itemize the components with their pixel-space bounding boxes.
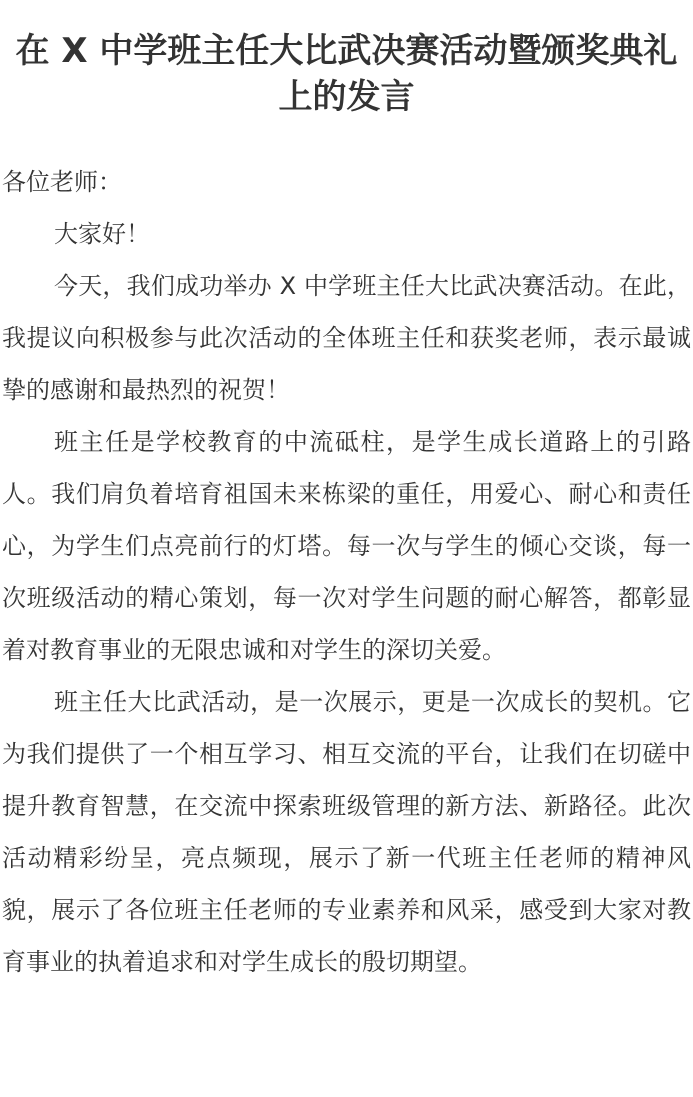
salutation: 各位老师：: [2, 168, 122, 196]
speech-body: [0, 156, 693, 988]
document-title: 在 X 中学班主任大比武决赛活动暨颁奖典礼上的发言: [15, 31, 678, 117]
body-paragraph-2: 班主任是学校教育的中流砥柱，是学生成长道路上的引路人。我们肩负着培育祖国未来栋梁的重任，用爱心、耐心和责任心，为学生们点亮前行的灯塔。每一次与学生的倾心交谈，每一次班级活动的精心策划，每一次对学生问题的耐心解答，都彰显着对教育事业的无限忠诚和对学生的深切关爱。: [2, 428, 691, 664]
body-paragraph-3: 班主任大比武活动，是一次展示，更是一次成长的契机。它为我们提供了一个相互学习、相互交流的平台，让我们在切磋中提升教育智慧，在交流中探索班级管理的新方法、新路径。此次活动精彩纷呈，亮点频现，展示了新一代班主任老师的精神风貌，展示了各位班主任老师的专业素养和风采，感受到大家对教育事业的执着追求和对学生成长的殷切期望。: [2, 688, 691, 976]
body-paragraph-1: 今天，我们成功举办 X 中学班主任大比武决赛活动。在此，我提议向积极参与此次活动的全体班主任和获奖老师，表示最诚挚的感谢和最热烈的祝贺！: [2, 272, 691, 404]
greeting-paragraph: 大家好！: [54, 220, 150, 248]
